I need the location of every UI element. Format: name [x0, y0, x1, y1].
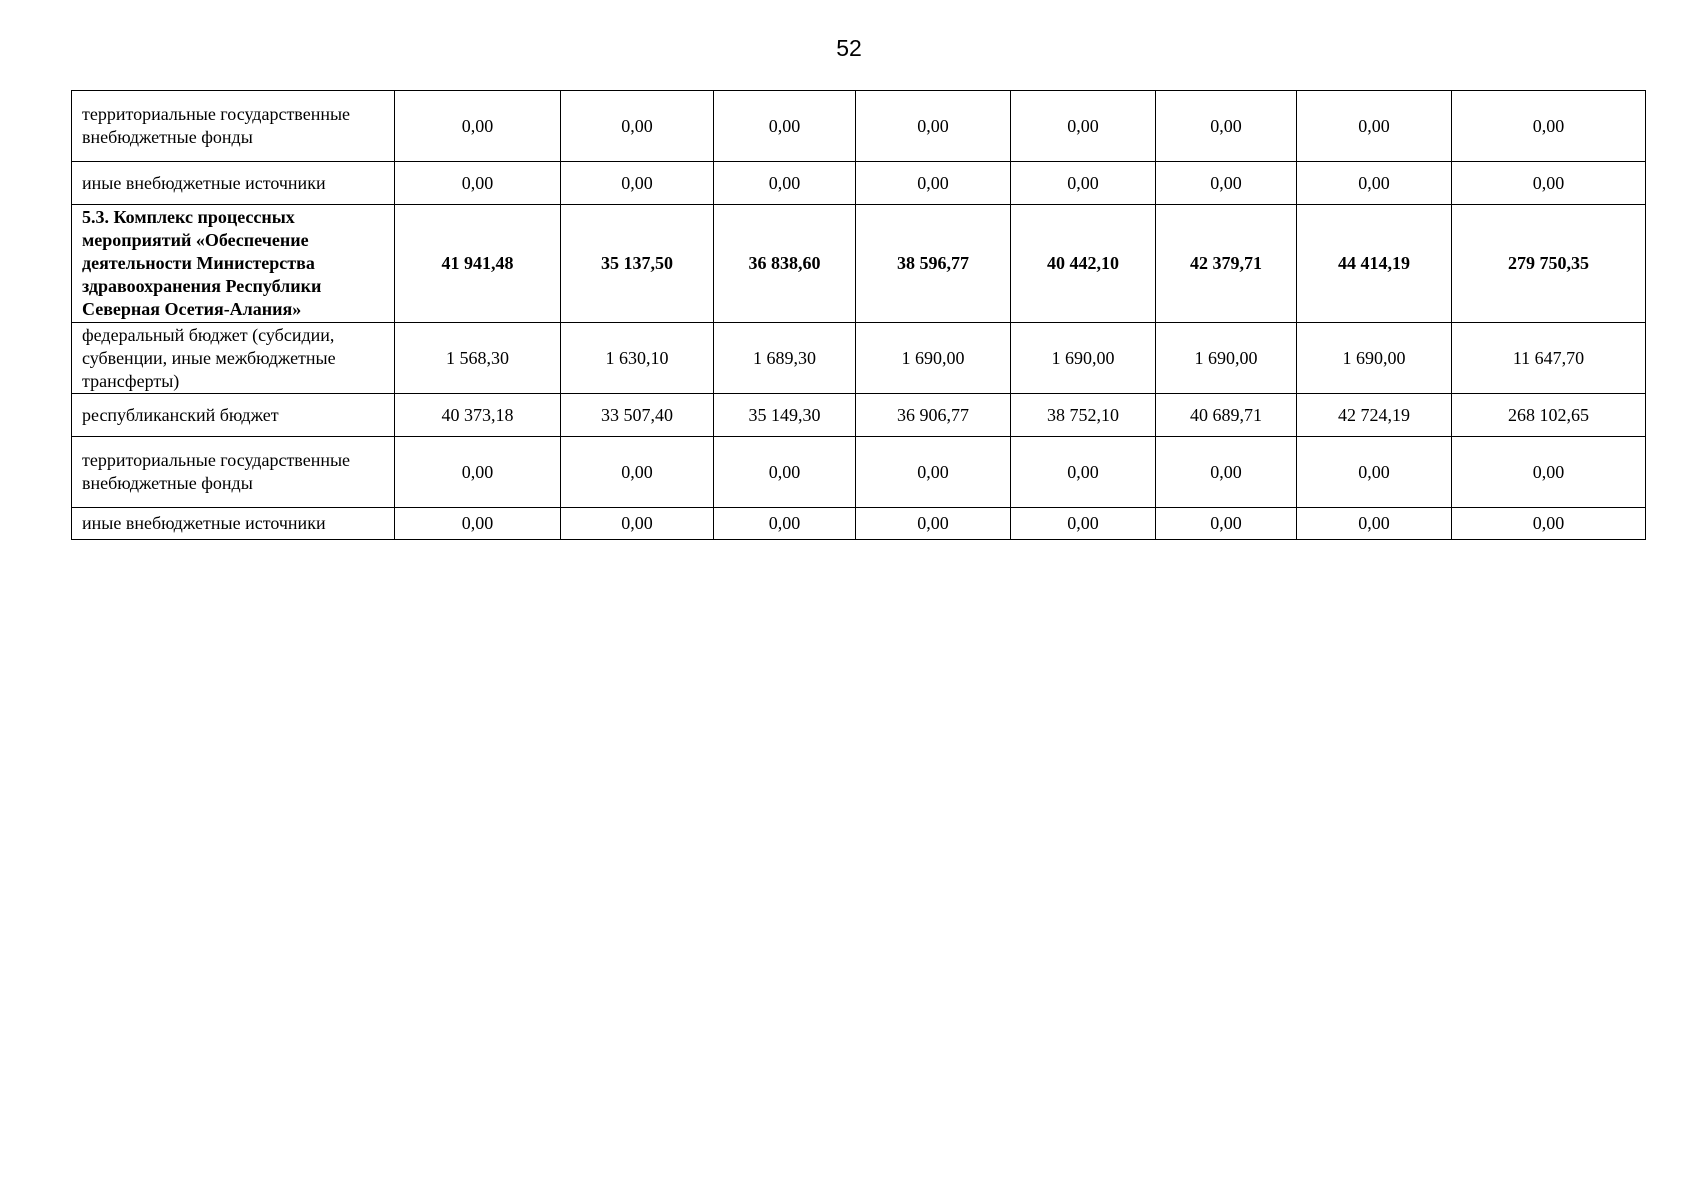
value-cell: 0,00	[714, 162, 856, 205]
table-row	[72, 394, 1646, 437]
budget-table	[71, 90, 1646, 540]
value-cell: 0,00	[395, 91, 561, 162]
value-cell: 33 507,40	[561, 394, 714, 437]
value-cell: 35 137,50	[561, 205, 714, 323]
value-cell: 0,00	[1011, 437, 1156, 508]
table-row	[72, 162, 1646, 205]
value-cell: 40 442,10	[1011, 205, 1156, 323]
value-cell: 35 149,30	[714, 394, 856, 437]
value-cell: 1 690,00	[1297, 323, 1452, 394]
total-cell: 11 647,70	[1452, 323, 1646, 394]
value-cell: 0,00	[1297, 91, 1452, 162]
value-cell: 0,00	[1297, 508, 1452, 540]
value-cell: 0,00	[714, 508, 856, 540]
value-cell: 42 379,71	[1156, 205, 1297, 323]
value-cell: 0,00	[1297, 162, 1452, 205]
value-cell: 0,00	[856, 91, 1011, 162]
value-cell: 0,00	[395, 437, 561, 508]
total-cell: 279 750,35	[1452, 205, 1646, 323]
row-label: иные внебюджетные источники	[72, 162, 395, 205]
row-label: территориальные государственные внебюджетные фонды	[72, 91, 395, 162]
value-cell: 1 568,30	[395, 323, 561, 394]
value-cell: 0,00	[561, 162, 714, 205]
row-label: территориальные государственные внебюджетные фонды	[72, 437, 395, 508]
value-cell: 38 752,10	[1011, 394, 1156, 437]
table-row-section-5-3	[72, 205, 1646, 323]
value-cell: 40 373,18	[395, 394, 561, 437]
table-row	[72, 508, 1646, 540]
row-label: иные внебюджетные источники	[72, 508, 395, 540]
value-cell: 38 596,77	[856, 205, 1011, 323]
total-cell: 0,00	[1452, 508, 1646, 540]
value-cell: 36 906,77	[856, 394, 1011, 437]
total-cell: 0,00	[1452, 162, 1646, 205]
value-cell: 0,00	[1297, 437, 1452, 508]
value-cell: 0,00	[561, 508, 714, 540]
value-cell: 1 630,10	[561, 323, 714, 394]
row-label: республиканский бюджет	[72, 394, 395, 437]
value-cell: 0,00	[395, 162, 561, 205]
value-cell: 1 689,30	[714, 323, 856, 394]
value-cell: 40 689,71	[1156, 394, 1297, 437]
total-cell: 0,00	[1452, 91, 1646, 162]
value-cell: 0,00	[1156, 437, 1297, 508]
value-cell: 0,00	[561, 91, 714, 162]
value-cell: 0,00	[1011, 162, 1156, 205]
value-cell: 0,00	[561, 437, 714, 508]
value-cell: 1 690,00	[1156, 323, 1297, 394]
value-cell: 0,00	[395, 508, 561, 540]
value-cell: 0,00	[1156, 508, 1297, 540]
value-cell: 0,00	[1011, 91, 1156, 162]
value-cell: 1 690,00	[1011, 323, 1156, 394]
value-cell: 0,00	[714, 91, 856, 162]
value-cell: 41 941,48	[395, 205, 561, 323]
table-row	[72, 323, 1646, 394]
table-row	[72, 91, 1646, 162]
total-cell: 268 102,65	[1452, 394, 1646, 437]
value-cell: 0,00	[714, 437, 856, 508]
value-cell: 44 414,19	[1297, 205, 1452, 323]
value-cell: 0,00	[1156, 162, 1297, 205]
table-row	[72, 437, 1646, 508]
value-cell: 42 724,19	[1297, 394, 1452, 437]
value-cell: 0,00	[1011, 508, 1156, 540]
value-cell: 0,00	[856, 508, 1011, 540]
row-label: федеральный бюджет (субсидии, субвенции, иные межбюджетные трансферты)	[72, 323, 395, 394]
page-number: 52	[836, 35, 862, 61]
value-cell: 0,00	[856, 162, 1011, 205]
row-label: 5.3. Комплекс процессных мероприятий «Обеспечение деятельности Министерства здравоохранения Республики Северная Осетия-Алания»	[72, 205, 395, 323]
total-cell: 0,00	[1452, 437, 1646, 508]
value-cell: 0,00	[856, 437, 1011, 508]
value-cell: 36 838,60	[714, 205, 856, 323]
value-cell: 0,00	[1156, 91, 1297, 162]
value-cell: 1 690,00	[856, 323, 1011, 394]
